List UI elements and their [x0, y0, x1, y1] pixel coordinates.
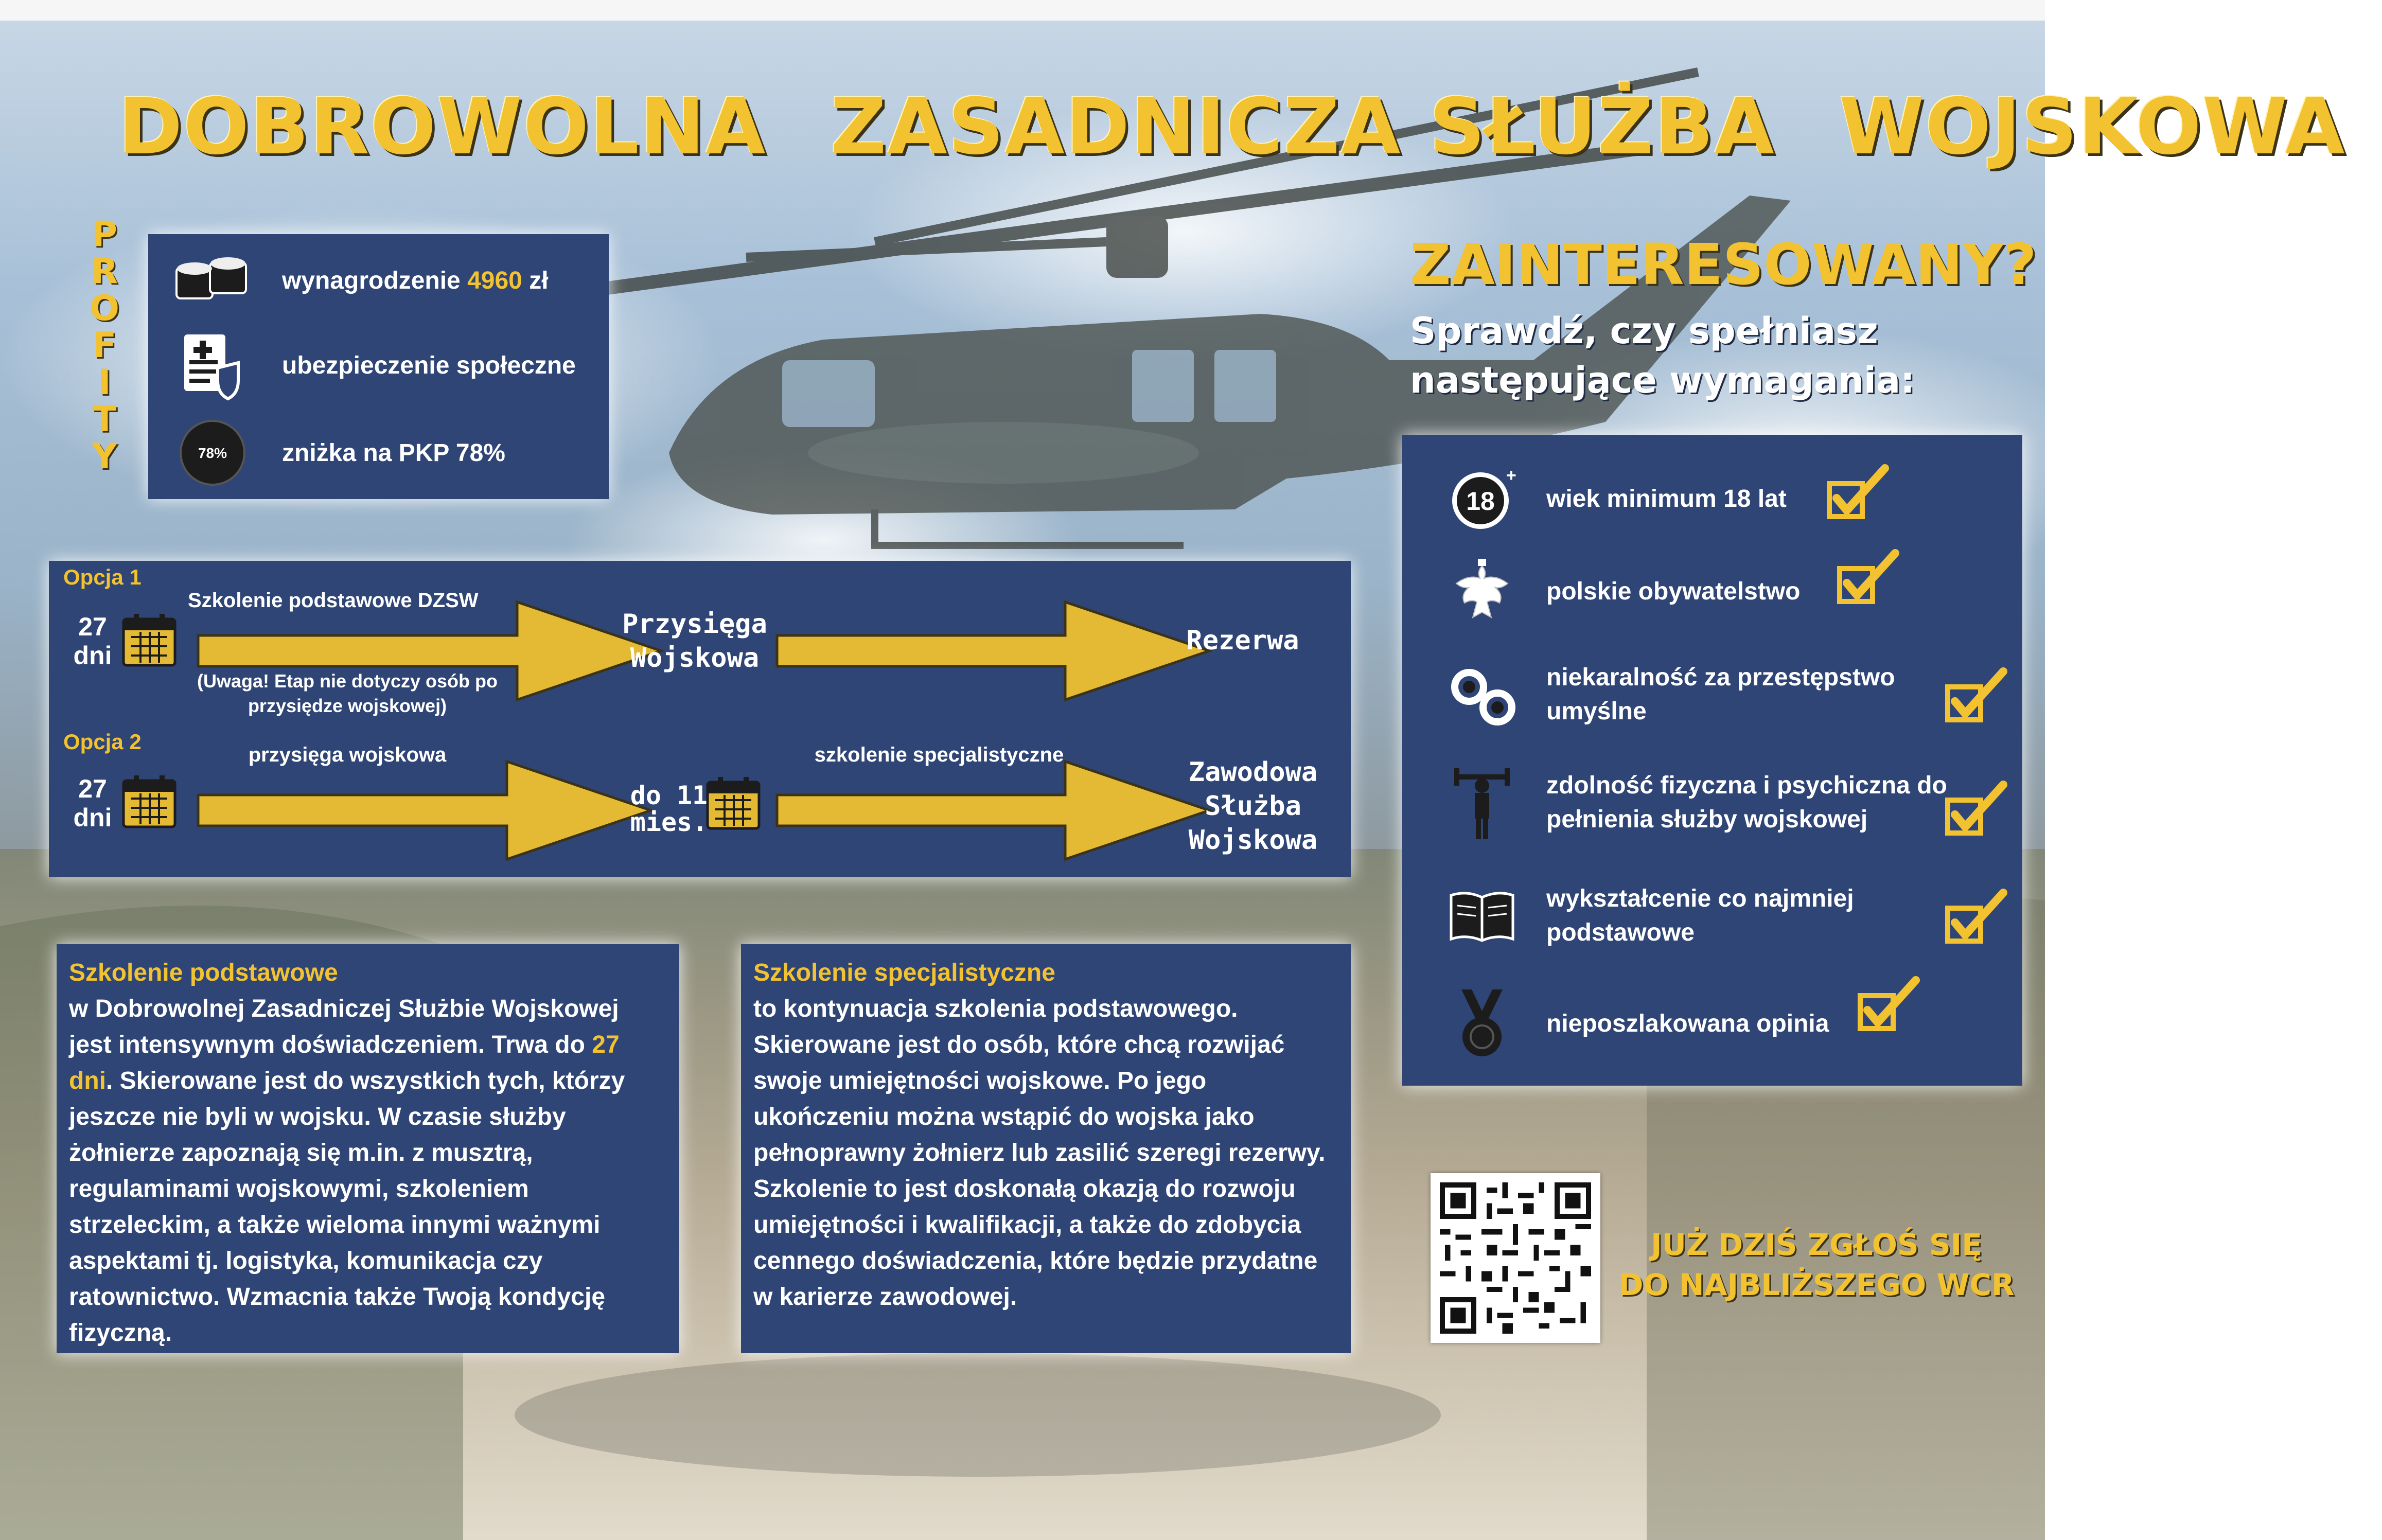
medal-icon: [1443, 985, 1521, 1063]
basic-training-panel: [57, 944, 679, 1353]
handcuffs-icon: [1443, 656, 1521, 733]
requirement-text: zdolność fizyczna i psychiczna do pełnienia służby wojskowej: [1546, 772, 1947, 833]
discount-badge-text: 78%: [198, 445, 227, 461]
fitness-icon: [1443, 764, 1521, 841]
page-title: [118, 82, 2346, 172]
requirement-item: [1443, 877, 1968, 954]
checkmark-icon: [1855, 975, 1922, 1037]
profity-letter: Y: [92, 436, 117, 477]
benefit-insurance: [174, 329, 576, 401]
basic-training-highlight: 27 dni: [69, 1031, 620, 1094]
calendar-icon: [705, 774, 762, 831]
options-panel: [49, 561, 1351, 877]
option-1-note: (Uwaga! Etap nie dotyczy osób po przysiędze wojskowej): [197, 670, 498, 716]
title-word-3: WOJSKOWA: [1839, 82, 2346, 172]
calendar-icon: [121, 611, 178, 668]
basic-training-text-b: . Skierowane jest do wszystkich tych, którzy jeszcze nie byli w wojsku. W czasie służby żołnierze zapoznają się m.in. z musztrą, regulaminami wojskowymi, szkoleniem strzeleckim, a także wieloma innymi ważnymi aspektami tj. logistyka, komunikacja czy ratownictwo. Wzmacnia także Twoją kondycję fizyczną.: [69, 1067, 625, 1347]
call-to-action: [1605, 1225, 2027, 1305]
requirements-panel: [1402, 435, 2022, 1086]
requirement-text: polskie obywatelstwo: [1546, 578, 1801, 605]
requirement-item: [1443, 553, 1800, 630]
requirement-item: [1443, 764, 1968, 841]
requirement-text: niekaralność za przestępstwo umyślne: [1546, 664, 1895, 725]
option-2-days: [72, 774, 113, 832]
specialist-training-text: to kontynuacja szkolenia podstawowego. Skierowane jest do osób, które chcą rozwijać swoje umiejętności wojskowe. Po jego ukończeniu można wstąpić do wojska jako pełnoprawny żołnierz lub zasilić szeregi rezerwy. Szkolenie to jest doskonałą okazją do rozwoju umiejętności i kwalifikacji, a także do zdobycia cennego doświadczenia, które będzie przydatne w karierze zawodowej.: [753, 995, 1326, 1311]
option-1-days: [72, 612, 113, 670]
specialist-training-panel: [741, 944, 1351, 1353]
checkmark-icon: [1824, 463, 1891, 525]
benefits-panel: [148, 234, 609, 499]
profity-letter: O: [90, 288, 119, 329]
option-2-result: [1166, 755, 1340, 857]
calendar-icon: [121, 773, 178, 829]
salary-currency: zł: [522, 267, 549, 294]
benefit-discount: [174, 417, 505, 489]
requirement-text: wykształcenie co najmniej podstawowe: [1546, 885, 1854, 946]
checkmark-icon: [1834, 548, 1901, 610]
duration-line-1: do 11: [630, 781, 708, 810]
money-stack-icon: [174, 244, 251, 316]
profity-letter: R: [91, 251, 118, 292]
option-1-oath: [617, 607, 772, 675]
discount-badge-icon: [174, 417, 251, 489]
profity-letter: I: [98, 362, 111, 403]
book-icon: [1443, 877, 1521, 954]
days-number: 27: [78, 612, 107, 641]
basic-training-text: [69, 991, 667, 1351]
benefit-salary: [174, 244, 549, 316]
option-1-arrow-label: Szkolenie podstawowe DZSW: [188, 589, 479, 612]
cta-line-1: JUŻ DZIŚ ZGŁOŚ SIĘ: [1651, 1227, 1982, 1262]
qr-code-icon: [1440, 1182, 1591, 1334]
result-line-3: Wojskowa: [1188, 825, 1318, 856]
oath-line-2: Wojskowa: [630, 643, 760, 674]
specialist-training-heading: Szkolenie specjalistyczne: [753, 959, 1055, 986]
checkmark-icon: [1943, 666, 2009, 728]
profity-vertical-label: [86, 216, 122, 475]
checkmark-icon: [1943, 780, 2009, 841]
requirements-title: ZAINTERESOWANY?: [1410, 232, 2037, 297]
basic-training-heading: Szkolenie podstawowe: [69, 959, 338, 986]
salary-prefix: wynagrodzenie: [282, 267, 468, 294]
days-number: 27: [78, 774, 107, 803]
arrow-icon: [198, 751, 672, 870]
benefit-discount-text: zniżka na PKP 78%: [282, 439, 505, 467]
duration-line-2: mies.: [630, 807, 708, 837]
days-word: dni: [73, 803, 112, 832]
requirement-item: [1443, 985, 1829, 1063]
title-word-2: ZASADNICZA SŁUŻBA: [830, 82, 1775, 172]
checkmark-icon: [1943, 888, 2009, 949]
age-badge-text: 18: [1466, 487, 1495, 516]
requirements-subtitle: Sprawdź, czy spełniasz następujące wymagania:: [1410, 310, 1915, 401]
salary-amount: 4960: [467, 267, 522, 294]
option-2-label: Opcja 2: [63, 730, 142, 754]
basic-training-text-a: w Dobrowolnej Zasadniczej Służbie Wojskowej jest intensywnym doświadczeniem. Trwa do: [69, 995, 619, 1058]
result-line-1: Zawodowa: [1188, 757, 1318, 788]
polish-eagle-icon: [1443, 553, 1521, 630]
profity-letter: P: [92, 214, 117, 255]
requirement-item: [1443, 656, 1968, 733]
profity-letter: T: [92, 399, 117, 440]
option-1-label: Opcja 1: [63, 565, 142, 589]
requirement-item: [1443, 461, 1787, 538]
cta-line-2: DO NAJBLIŻSZEGO WCR: [1618, 1267, 2015, 1302]
result-line-2: Służba: [1205, 791, 1301, 822]
profity-letter: F: [92, 325, 117, 366]
option-1-result: Rezerwa: [1186, 625, 1299, 656]
requirement-text: wiek minimum 18 lat: [1546, 485, 1787, 512]
qr-code[interactable]: [1431, 1173, 1600, 1343]
age-18-icon: [1443, 461, 1521, 538]
benefit-insurance-text: ubezpieczenie społeczne: [282, 351, 576, 379]
svg-text:+: +: [1506, 466, 1516, 485]
days-word: dni: [73, 641, 112, 670]
requirement-text: nieposzlakowana opinia: [1546, 1010, 1829, 1037]
oath-line-1: Przysięga: [622, 609, 767, 640]
option-2-arrow-label: przysięga wojskowa: [248, 744, 447, 766]
option-2-arrow-2-label: szkolenie specjalistyczne: [814, 744, 1064, 766]
insurance-document-icon: [174, 329, 251, 401]
title-word-1: DOBROWOLNA: [118, 82, 767, 172]
